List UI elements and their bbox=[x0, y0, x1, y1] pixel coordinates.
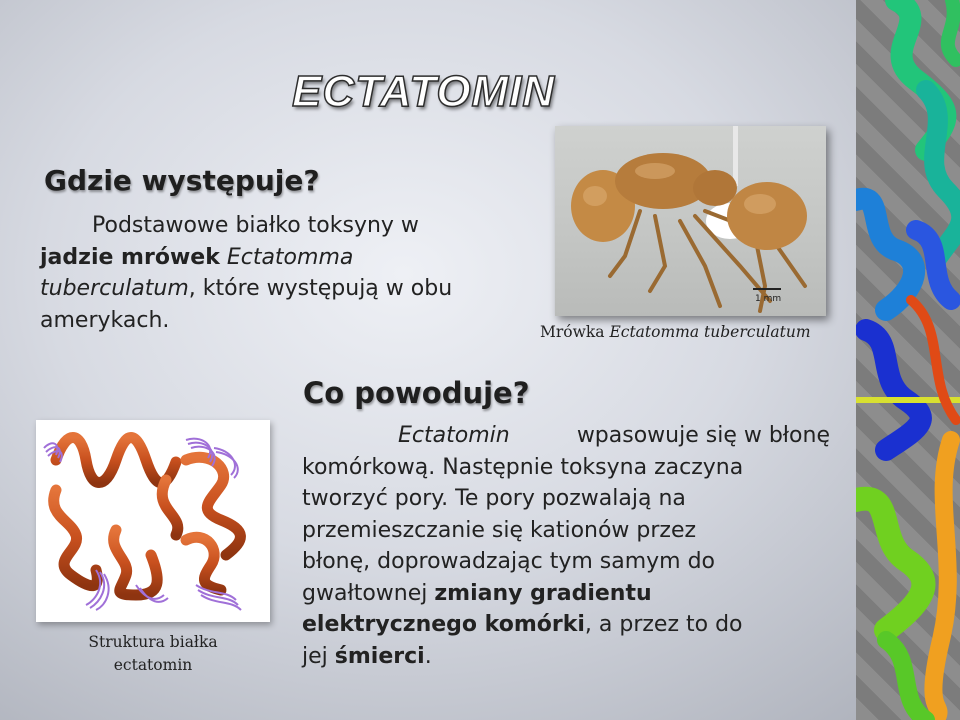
bold-gradient: zmiany gradientu bbox=[434, 580, 652, 606]
italic-ectatomin: Ectatomin bbox=[398, 423, 510, 448]
para1-line3 bbox=[40, 273, 502, 305]
slide-title: ECTATOMIN bbox=[292, 67, 556, 116]
heading-effect: Co powoduje? bbox=[303, 376, 530, 410]
para2-line8-end: . bbox=[424, 643, 432, 669]
para2-line6 bbox=[302, 578, 830, 610]
para2-line3: tworzyć pory. Te pory pozwalają na bbox=[302, 486, 686, 511]
para1-line2 bbox=[40, 242, 502, 274]
ribbon-illustration bbox=[856, 0, 960, 720]
protein-caption bbox=[60, 631, 246, 677]
ant-photo bbox=[555, 126, 826, 316]
protein-caption-line1: Struktura białka bbox=[88, 633, 218, 651]
paragraph-effect bbox=[302, 420, 830, 672]
scale-label: 1 mm bbox=[755, 294, 782, 304]
ant-petiole bbox=[693, 170, 737, 206]
protein-helices bbox=[36, 420, 270, 622]
para2-line2: komórkową. Następnie toksyna zaczyna bbox=[302, 454, 744, 480]
para2-line1 bbox=[302, 420, 830, 452]
para1-line1: Podstawowe białko toksyny w bbox=[92, 213, 419, 238]
para2-line6-plain: gwałtownej bbox=[302, 580, 428, 606]
bold-venom: jadzie mrówek bbox=[40, 244, 220, 270]
para1-line4: amerykach. bbox=[40, 307, 170, 333]
italic-species: tuberculatum bbox=[40, 276, 189, 301]
para1-line3-rest: , które występują w obu bbox=[188, 276, 453, 301]
para2-line5: błonę, doprowadzając tym samym do bbox=[302, 549, 716, 574]
para2-line7-rest: , a przez to do bbox=[584, 612, 743, 637]
para2-line8-plain: jej bbox=[302, 643, 328, 669]
bold-electric: elektrycznego komórki bbox=[302, 612, 585, 637]
bold-death: śmierci bbox=[334, 643, 425, 669]
protein-caption-line2: ectatomin bbox=[113, 656, 193, 674]
italic-genus: Ectatomma bbox=[226, 244, 354, 270]
ant-caption-prefix: Mrówka bbox=[540, 323, 605, 341]
ribbon-decoration-strip bbox=[856, 0, 960, 720]
protein-structure-image bbox=[36, 420, 270, 622]
ant-caption-species: Ectatomma tuberculatum bbox=[609, 323, 811, 341]
specimen-pin bbox=[733, 126, 738, 186]
para2-line8 bbox=[302, 641, 830, 673]
para2-line4: przemieszczanie się kationów przez bbox=[302, 517, 697, 543]
ant-gaster bbox=[727, 182, 807, 250]
heading-where: Gdzie występuje? bbox=[44, 164, 320, 197]
ant-illustration bbox=[555, 126, 826, 316]
para2-line1-rest: wpasowuje się w błonę bbox=[576, 423, 830, 448]
para2-line7 bbox=[302, 609, 830, 641]
ant-caption bbox=[540, 323, 845, 341]
paragraph-where bbox=[40, 210, 502, 336]
